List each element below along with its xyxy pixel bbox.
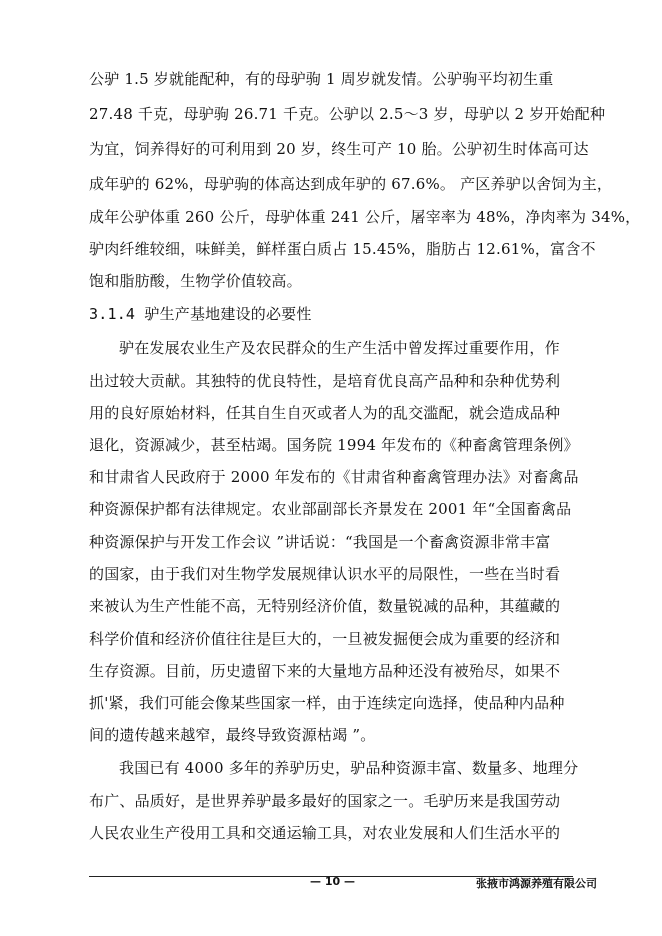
- body-line: 和甘肃省人民政府于 2000 年发布的《甘肃省种畜禽管理办法》对畜禽品: [89, 468, 579, 486]
- body-line: 种资源保护与开发工作会议 ”讲话说：“我国是一个畜禽资源非常丰富: [89, 533, 551, 551]
- body-line: 来被认为生产性能不高，无特别经济价值，数量锐减的品种，其蕴藏的: [89, 597, 561, 615]
- page-number: — 10 —: [310, 875, 355, 888]
- body-line: 27.48 千克，母驴驹 26.71 千克。公驴以 2.5～3 岁，母驴以 2 岁开始配种: [89, 105, 606, 123]
- body-line: 人民农业生产役用工具和交通运输工具，对农业发展和人们生活水平的: [89, 824, 561, 842]
- body-line: 饱和脂肪酸，生物学价值较高。: [89, 272, 302, 290]
- body-line: 的国家，由于我们对生物学发展规律认识水平的局限性，一些在当时看: [89, 565, 561, 583]
- body-line: 退化，资源减少，甚至枯竭。国务院 1994 年发布的《种畜禽管理条例》: [89, 436, 579, 454]
- company-name: 张掖市鸿源养殖有限公司: [476, 877, 597, 890]
- body-line: 公驴 1.5 岁就能配种，有的母驴驹 1 周岁就发情。公驴驹平均初生重: [89, 70, 554, 88]
- body-line: 抓'紧，我们可能会像某些国家一样，由于连续定向选择，使品种内品种: [89, 694, 565, 712]
- section-heading: 3.1.4 驴生产基地建设的必要性: [89, 305, 312, 323]
- body-line: 驴在发展农业生产及农民群众的生产生活中曾发挥过重要作用，作: [119, 339, 560, 357]
- body-line: 生存资源。目前，历史遗留下来的大量地方品种还没有被殆尽，如果不: [89, 662, 561, 680]
- body-line: 科学价值和经济价值往往是巨大的，一旦被发掘便会成为重要的经济和: [89, 630, 561, 648]
- body-line: 种资源保护都有法律规定。农业部副部长齐景发在 2001 年“全国畜禽品: [89, 500, 572, 518]
- body-line: 为宜，饲养得好的可利用到 20 岁，终生可产 10 胎。公驴初生时体高可达: [89, 140, 589, 158]
- body-line: 成年公驴体重 260 公斤，母驴体重 241 公斤，屠宰率为 48%，净肉率为 34%，: [89, 208, 641, 226]
- body-line: 驴肉纤维较细，味鲜美，鲜样蛋白质占 15.45%，脂肪占 12.61%，富含不: [89, 240, 596, 258]
- body-line: 我国已有 4000 多年的养驴历史，驴品种资源丰富、数量多、地理分: [119, 759, 579, 777]
- body-line: 成年驴的 62%，母驴驹的体高达到成年驴的 67.6%。 产区养驴以舍饲为主，: [89, 175, 613, 193]
- body-line: 用的良好原始材料，任其自生自灭或者人为的乱交滥配，就会造成品种: [89, 404, 561, 422]
- body-line: 出过较大贡献。其独特的优良特性，是培育优良高产品种和杂种优势利: [89, 372, 561, 390]
- body-line: 布广、品质好，是世界养驴最多最好的国家之一。毛驴历来是我国劳动: [89, 792, 561, 810]
- body-line: 间的遗传越来越窄，最终导致资源枯竭 ”。: [89, 726, 376, 744]
